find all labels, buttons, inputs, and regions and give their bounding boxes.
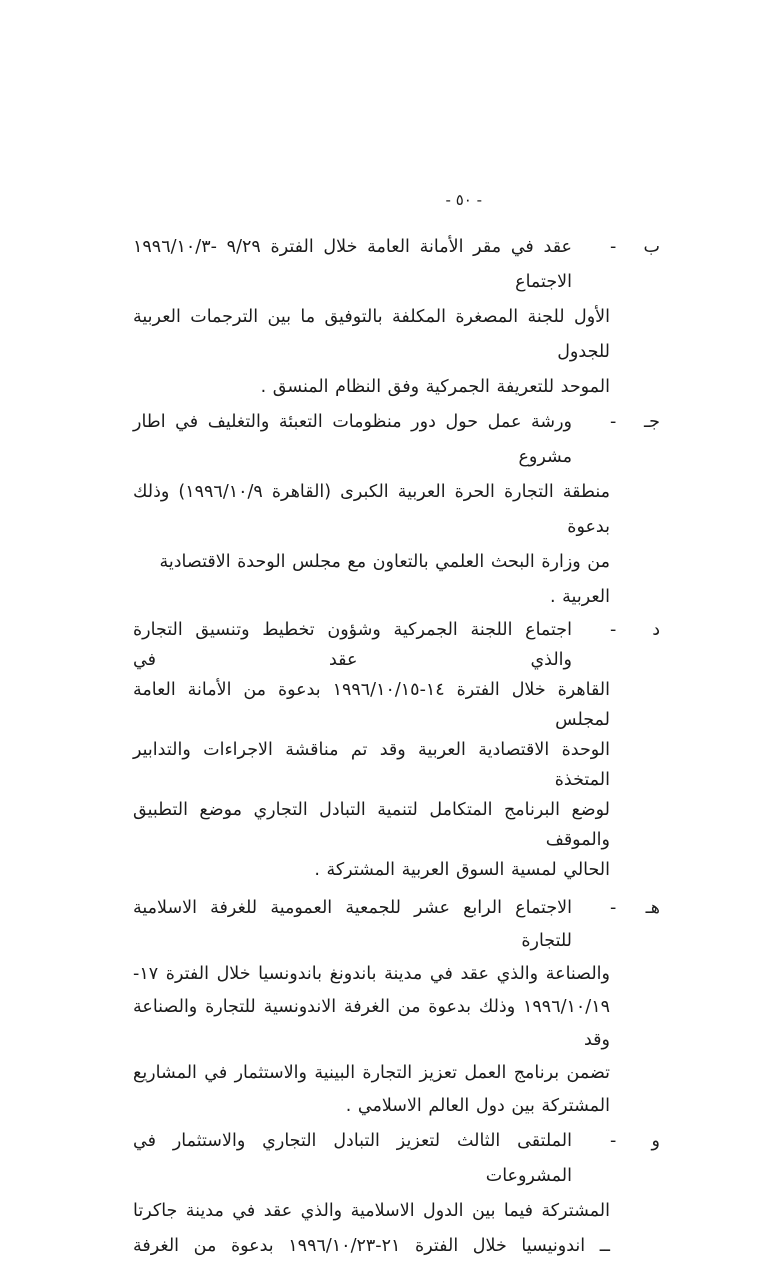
text-line: ــ اندونيسيا خلال الفترة ٢١-١٩٩٦/١٠/٢٣ بدعوة من الغرفة <box>133 1236 610 1256</box>
text-line: لوضع البرنامج المتكامل لتنمية التبادل التجاري موضع التطبيق والموقف <box>133 800 610 850</box>
page-number: - ٥٠ - <box>445 191 482 209</box>
paragraph-text <box>133 615 610 885</box>
document-body <box>133 230 660 1264</box>
text-line: ورشة عمل حول دور منظومات التعبئة والتغليف في اطار مشروع <box>133 412 572 467</box>
paragraph-text <box>133 892 610 1123</box>
text-line: الموحد للتعريفة الجمركية وفق النظام المنسق . <box>260 377 610 397</box>
text-line: القاهرة خلال الفترة ١٤-١٩٩٦/١٠/١٥ بدعوة من الأمانة العامة لمجلس <box>133 680 611 730</box>
text-line: من وزارة البحث العلمي بالتعاون مع مجلس الوحدة الاقتصادية العربية . <box>159 552 610 607</box>
item-marker <box>610 1124 660 1264</box>
text-line: الأول للجنة المصغرة المكلفة بالتوفيق ما بين الترجمات العربية للجدول <box>133 307 610 362</box>
text-line: المشتركة فيما بين الدول الاسلامية والذي عقد في مدينة جاكرتا <box>133 1201 610 1221</box>
paragraph-text <box>133 230 610 405</box>
item-marker <box>610 892 660 1123</box>
text-line: ١٩٩٦/١٠/١٩ وذلك بدعوة من الغرفة الاندونسية للتجارة والصناعة وقد <box>133 997 610 1050</box>
marker-letter: د <box>652 620 660 640</box>
item-marker <box>610 405 660 615</box>
paragraph-text <box>133 405 610 615</box>
marker-letter: هـ <box>645 898 660 918</box>
marker-dash: - <box>610 620 617 640</box>
text-line: الملتقى الثالث لتعزيز التبادل التجاري والاستثمار في المشروعات <box>133 1131 572 1186</box>
list-item-jeem <box>133 405 660 615</box>
list-item-dal <box>133 615 660 885</box>
text-line: عقد في مقر الأمانة العامة خلال الفترة ٩/٢٩ -١٩٩٦/١٠/٣ الاجتماع <box>133 237 572 292</box>
list-item-ha <box>133 892 660 1123</box>
text-line: الاجتماع الرابع عشر للجمعية العمومية للغرفة الاسلامية للتجارة <box>133 898 572 951</box>
text-line: اجتماع اللجنة الجمركية وشؤون تخطيط وتنسيق التجارة والذي عقد في <box>133 620 572 670</box>
text-line: الحالي لمسية السوق العربية المشتركة . <box>314 860 610 880</box>
marker-letter: و <box>651 1131 660 1151</box>
marker-letter: جـ <box>644 412 660 432</box>
text-line: منطقة التجارة الحرة العربية الكبرى (القاهرة ١٩٩٦/١٠/٩) وذلك بدعوة <box>133 482 610 537</box>
text-line: تضمن برنامج العمل تعزيز التجارة البينية والاستثمار في المشاريع <box>133 1063 610 1083</box>
item-marker <box>610 615 660 885</box>
marker-dash: - <box>610 412 617 432</box>
list-item-waw <box>133 1124 660 1264</box>
marker-letter: ب <box>643 237 660 257</box>
marker-dash: - <box>610 898 617 918</box>
item-marker <box>610 230 660 405</box>
marker-dash: - <box>610 237 617 257</box>
list-item-b <box>133 230 660 405</box>
text-line: والصناعة والذي عقد في مدينة باندونغ باندونسيا خلال الفترة ١٧- <box>133 964 610 984</box>
text-line: المشتركة بين دول العالم الاسلامي . <box>345 1096 610 1116</box>
marker-dash: - <box>610 1131 617 1151</box>
text-line: الوحدة الاقتصادية العربية وقد تم مناقشة الاجراءات والتدابير المتخذة <box>133 740 610 790</box>
paragraph-text <box>133 1124 610 1264</box>
